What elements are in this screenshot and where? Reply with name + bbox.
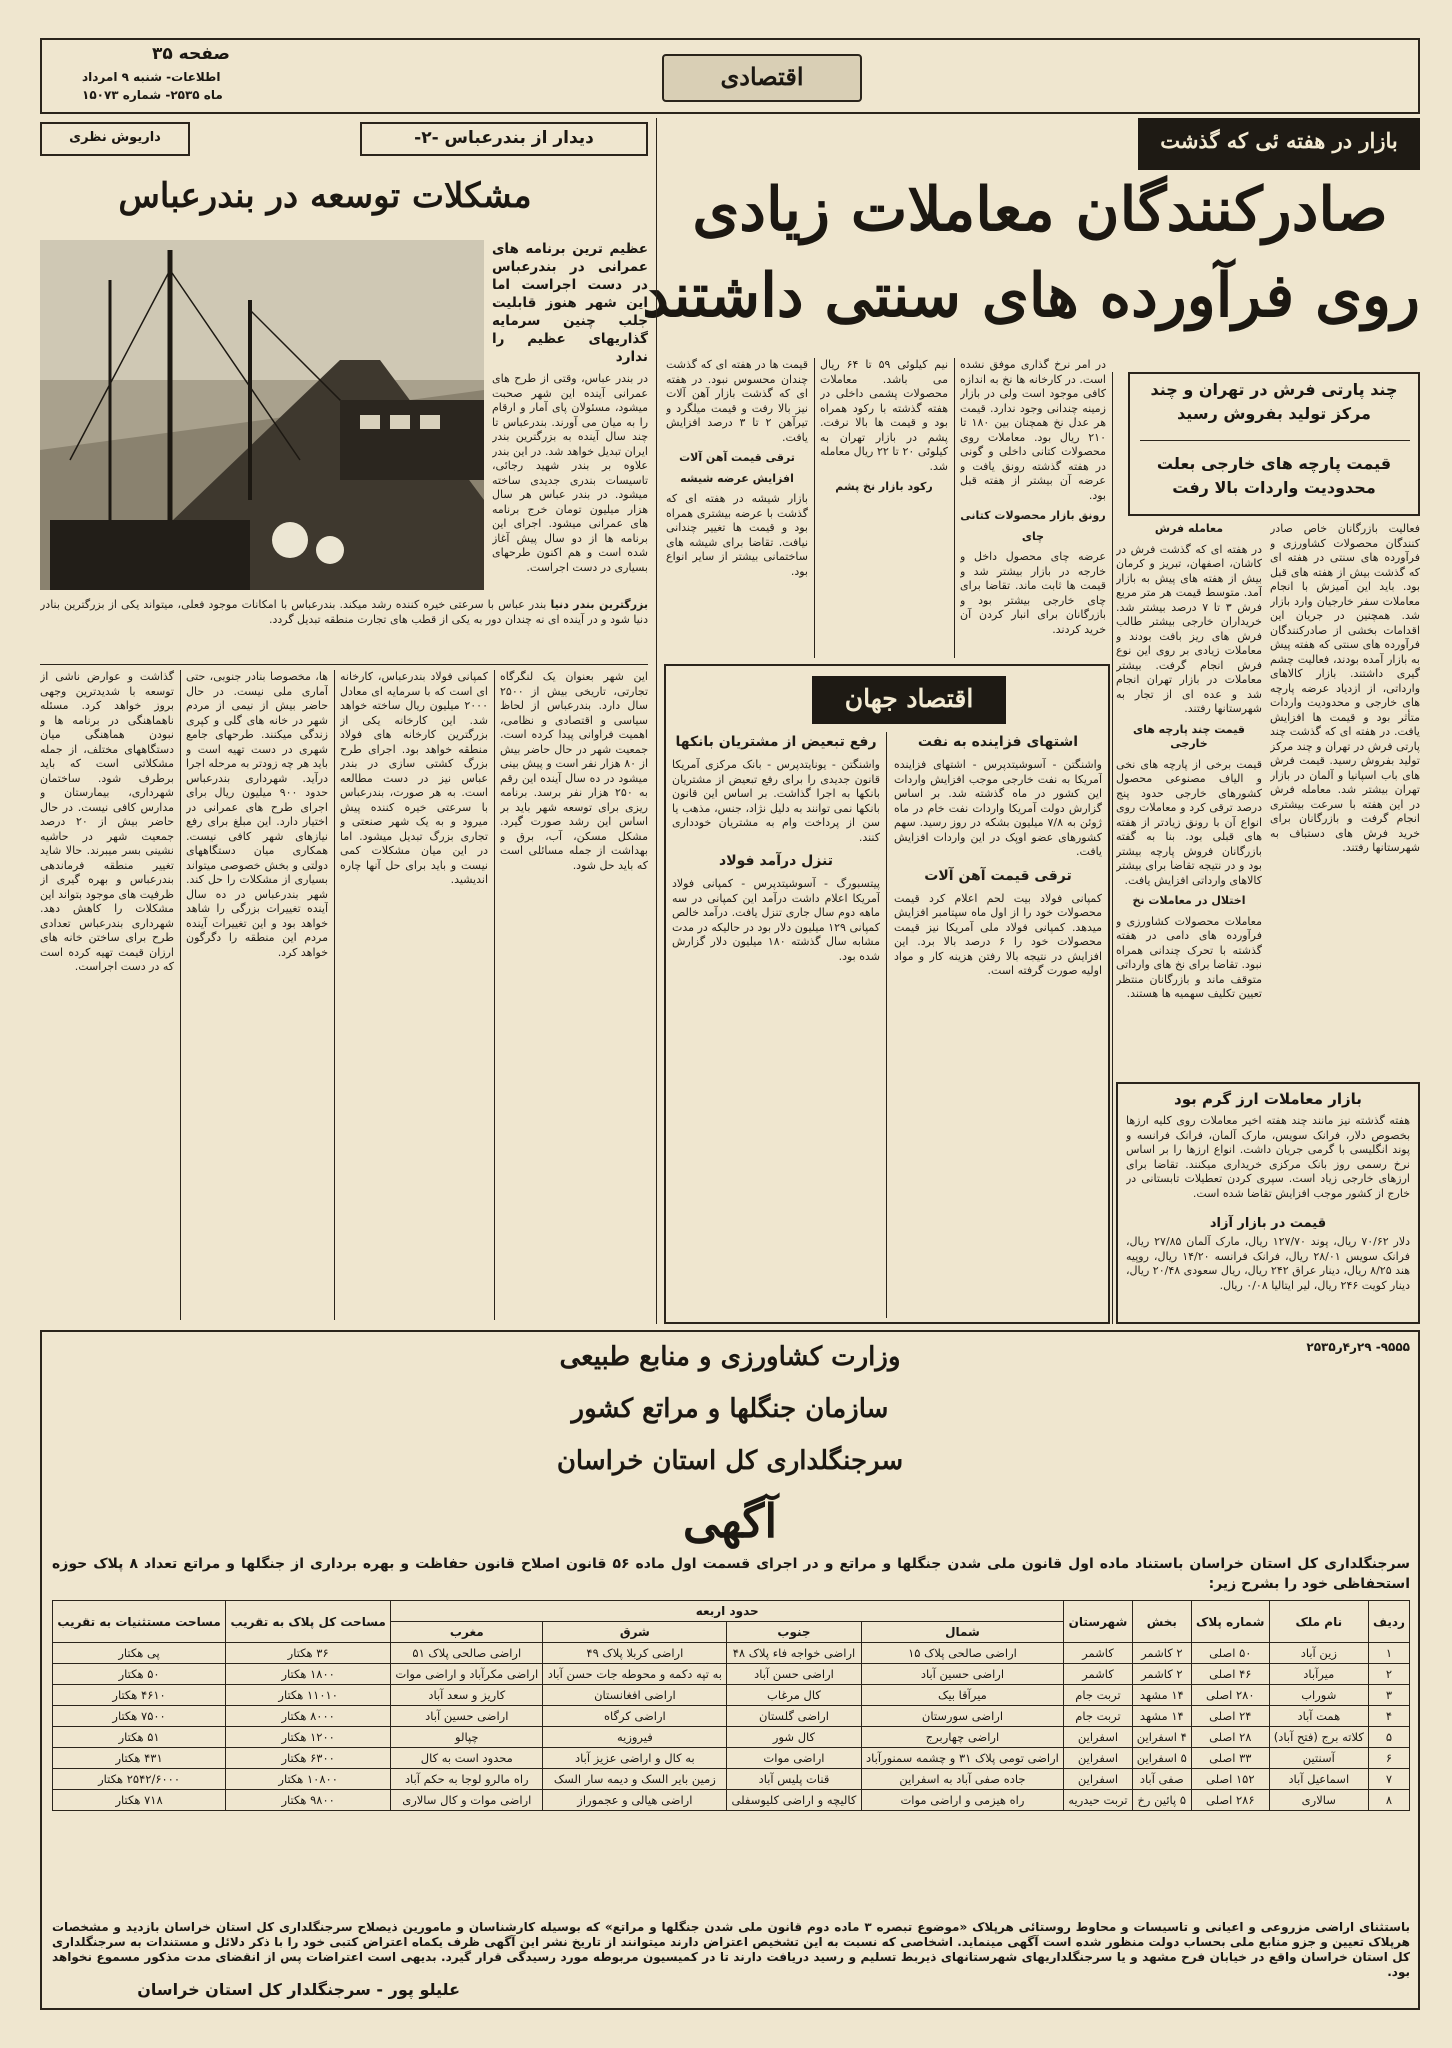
table-cell: فیروزیه <box>543 1727 727 1748</box>
bandar-headline: مشکلات توسعه در بندرعباس <box>118 176 532 216</box>
table-cell: کاریز و سعد آباد <box>391 1685 543 1706</box>
table-cell: تربت حیدریه <box>1064 1790 1132 1811</box>
table-cell: تربت جام <box>1064 1706 1132 1727</box>
world-h3: ترقی قیمت آهن آلات <box>924 867 1072 884</box>
market-col4-head-2: ترقی قیمت آهن آلات <box>679 451 795 464</box>
table-cell: ۵ اسفراین <box>1132 1748 1191 1769</box>
table-cell: زین آباد <box>1269 1643 1368 1664</box>
table-cell: اراضی افغانستان <box>543 1685 727 1706</box>
th-south: جنوب <box>727 1622 861 1643</box>
table-cell: ۳۳ اصلی <box>1191 1748 1269 1769</box>
table-cell: کال مرغاب <box>727 1685 861 1706</box>
table-row <box>53 1685 1410 1706</box>
table-cell: پی هکتار <box>53 1643 226 1664</box>
currency-text: هفته گذشته نیز مانند چند هفته اخیر معاملات روی کلیه ارزها بخصوص دلار، فرانک سویس، مارک آلمان، فرانک فرانسه و پوند انگلیسی با گرمی جریان داشت. انواع ارزها را بر اساس نرخ رسمی روز بانک مرکزی خریداری میکنند. تقاضا برای ارزهای خارجی زیاد است. سپری کردن تعطیلات تابستانی در خارج از کشور موجب افزایش تقاضا شده است. <box>1126 1114 1410 1200</box>
table-cell: چپالو <box>391 1727 543 1748</box>
table-cell: اراضی سورستان <box>861 1706 1064 1727</box>
table-cell: ۳۶ هکتار <box>226 1643 391 1664</box>
market-column-1 <box>1270 522 1420 1082</box>
table-cell: ۲۵۴۲/۶۰۰۰ هکتار <box>53 1769 226 1790</box>
market-col2-text-2: معاملات محصولات کشاورزی و فرآورده های دامی در هفته گذشته با تحرک چندانی همراه نبود. تقاضا برای نخ های وارداتی متوقف ماند و بازرگانان منتظر تعیین تکلیف سهمیه ها هستند. <box>1116 914 1262 1000</box>
world-t4: پیتسبورگ - آسوشیتدپرس - کمپانی فولاد آمریکا اعلام داشت درآمد این کمپانی در سه ماهه دوم سال جاری تنزل یافت. درآمد خالص کمپانی ۱۲۹ میلیون دلار بود در حالیکه در مدت مشابه سال گذشته ۱۸۰ میلیون دلار گزارش شده بود. <box>672 877 880 963</box>
market-column-4 <box>820 358 948 658</box>
table-cell: ۲ کاشمر <box>1132 1643 1191 1664</box>
photo-caption <box>40 598 648 662</box>
table-cell: جاده صفی آباد به اسفراین <box>861 1769 1064 1790</box>
currency-subtitle: قیمت در بازار آزاد <box>1209 1216 1327 1231</box>
table-row <box>53 1769 1410 1790</box>
table-row <box>53 1748 1410 1769</box>
market-col3-text-2: عرضه چای محصول داخل و خارجه در بازار بیشتر شد و قیمت ها ثابت ماند. تقاضا برای چای خارجی بیشتر بود و بازرگانان برای انبار کردن آن خرید کردند. <box>960 550 1106 636</box>
world-t2: واشنگتن - یونایتدپرس - بانک مرکزی آمریکا قانون جدیدی را برای رفع تبعیض از مشتریان بانکها به اجرا گذاشت. بر اساس این قانون بانکها نمی توانند به دلیل نژاد، جنس، مذهب یا سن از پرداخت وام به مشتریان خودداری کنند. <box>672 758 880 844</box>
table-cell: سالاری <box>1269 1790 1368 1811</box>
table-cell: ۶ <box>1368 1748 1409 1769</box>
table-cell: زمین بایر السک و دیمه سار السک <box>543 1769 727 1790</box>
market-col4-head-3: افزایش عرضه شیشه <box>680 471 794 485</box>
market-headline-1: صادرکنندگان معاملات زیادی <box>692 175 1388 245</box>
table-cell: اراضی موات <box>727 1748 861 1769</box>
table-cell: ۱۴ مشهد <box>1132 1706 1191 1727</box>
th-west: مغرب <box>391 1622 543 1643</box>
market-col4-text-2: قیمت ها در هفته ای که گذشت چندان محسوس نبود. در هفته ای که گذشت بازار آهن آلات نیز بالا رفت و قیمت میلگرد و تیرآهن ۲ تا ۳ درصد افزایش یافت. <box>666 358 808 444</box>
notice-intro: سرجنگلداری کل استان خراسان باستناد ماده اول قانون ملی شدن جنگلها و مراتع و در اجرای قسمت اول ماده ۵۶ قانون اصلاح قانون حفاظت و بهره برداری از جنگلها و مراتع تعداد ۸ پلاک حوزه استحفاظی خود را بشرح زیر: <box>52 1556 1410 1592</box>
bandar-lead: عظیم ترین برنامه های عمرانی در بندرعباس در دست اجراست اما این شهر هنوز قابلیت جلب چنین سرمایه گذاریهای عظیم را ندارد <box>492 241 648 365</box>
table-row <box>53 1706 1410 1727</box>
market-col2-head-1: قیمت چند پارچه های خارجی <box>1132 722 1245 750</box>
bandar-text-e: ها، مخصوصا بنادر جنوبی، حتی آماری ملی نیست. در حال حاضر بیش از نیمی از مردم شهر در خانه های گلی و کپری زندگی میکنند. طرحهای جامع شهری در دست تهیه است و باید هر چه زودتر به مرحله اجرا درآید. شهرداری بندرعباس حدود ۹۰۰ میلیون ریال برای اجرای طرح های عمرانی در اختیار دارد. این مبلغ برای رفع نیازهای شهر کافی نیست. همکاری میان دستگاههای دولتی و بخش خصوصی میتواند بسیاری از مشکلات را حل کند. شهر بندرعباس در ده سال آینده تغییرات بزرگی را شاهد خواهد بود و این تغییرات آینده مردم این منطقه را دگرگون خواهد کرد. <box>186 670 328 959</box>
table-row <box>53 1727 1410 1748</box>
world-column-right <box>894 732 1102 1318</box>
table-cell: راه هیزمی و اراضی موات <box>861 1790 1064 1811</box>
market-col2-text-1: قیمت برخی از پارچه های نخی و الیاف مصنوعی محصول کشورهای خارجی حدود پنج درصد ترقی کرد و معاملات روی انواع آن با رونق زیادتر از هفته های قبلی بود. بنا به گفته بازرگانان فروش پارچه بیشتر بود و در نتیجه تقاضا برای بیشتر کالاهای وارداتی افزایش یافت. <box>1116 757 1262 887</box>
table-cell: اراضی گلستان <box>727 1706 861 1727</box>
table-cell: محدود است به کال <box>391 1748 543 1769</box>
table-cell: به تپه دکمه و محوطه جات حسن آباد <box>543 1664 727 1685</box>
table-cell: اراضی حسین آباد <box>391 1706 543 1727</box>
table-cell: ۱۸۰۰ هکتار <box>226 1664 391 1685</box>
notice-ref: ۹۵۵۵- ۲۹ر۴ر۲۵۳۵ <box>1306 1340 1410 1354</box>
table-cell: ۵ پائین رخ <box>1132 1790 1191 1811</box>
th-borders: حدود اربعه <box>391 1601 1064 1622</box>
table-cell: اراضی حسن آباد <box>727 1664 861 1685</box>
caption-head: بزرگترین بندر دنیا <box>550 598 648 611</box>
bandar-text-c: کمپانی فولاد بندرعباس، کارخانه ای است که با سرمایه ای معادل ۲۰۰۰ میلیون ریال ساخته خواهد شد. این کارخانه یکی از بزرگترین کارخانه های فولاد منطقه خواهد بود. اجرای طرح بزرگ کشتی سازی در بندر عباس نیز در دست مطالعه است. به هر صورت، بندرعباس با سرعتی خیره کننده پیش میرود و به یک شهر صنعتی و تجاری بزرگ تبدیل میشود. اما در این میان مشکلات کمی نیست و باید برای حل آنها چاره اندیشید. <box>340 670 488 886</box>
table-cell: راه مالرو لوجا به حکم آباد <box>391 1769 543 1790</box>
table-cell: ۷ <box>1368 1769 1409 1790</box>
market-col2-head-2: اختلال در معاملات نخ <box>1132 894 1246 907</box>
table-cell: شوراب <box>1269 1685 1368 1706</box>
notice-signature: علیلو پور - سرجنگلدار کل استان خراسان <box>137 1980 460 1999</box>
table-cell: اسماعیل آباد <box>1269 1769 1368 1790</box>
table-cell: ۸۰۰۰ هکتار <box>226 1706 391 1727</box>
th-row: ردیف <box>1368 1601 1409 1643</box>
world-t3: کمپانی فولاد بیت لحم اعلام کرد قیمت محصولات خود را از اول ماه سپتامبر افزایش میدهد. کمپانی فولاد ملی آمریکا نیز قیمت محصولات خود را ۶ درصد بالا برد. این افزایش در نتیجه بالا رفتن هزینه کار و مواد اولیه صورت گرفته است. <box>894 891 1102 977</box>
table-cell: ۱۵۲ اصلی <box>1191 1769 1269 1790</box>
table-cell: ۱۱۰۱۰ هکتار <box>226 1685 391 1706</box>
caption-text: بندر عباس با سرعتی خیره کننده رشد میکند. بندرعباس با امکانات موجود فعلی، میتواند یکی از بزرگترین بنادر دنیا شود و در آینده ای نه چندان دور به یکی از قطب های تجارت منطقه تبدیل گردد. <box>40 598 648 626</box>
table-cell: ۴۶۱۰ هکتار <box>53 1685 226 1706</box>
th-exempt: مساحت مستثنیات به تقریب <box>53 1601 226 1643</box>
market-col4-head-1: رکود بازار نخ پشم <box>835 480 933 493</box>
table-row <box>53 1643 1410 1664</box>
table-cell: اسفراین <box>1064 1769 1132 1790</box>
table-cell: اراضی مکرآباد و اراضی موات <box>391 1664 543 1685</box>
th-area: مساحت کل پلاک به تقریب <box>226 1601 391 1643</box>
table-cell: ۵۰ اصلی <box>1191 1643 1269 1664</box>
table-cell: ۴ اسفراین <box>1132 1727 1191 1748</box>
table-cell: اراضی خواجه فاء پلاک ۴۸ <box>727 1643 861 1664</box>
bandar-text-a: در بندر عباس، وقتی از طرح های عمرانی آینده این شهر صحبت میشود، مسئولان پای آمار و ارقام را به میان می آورند. بندرعباس تا چند سال آینده به بزرگترین بندر ایران تبدیل خواهد شد. در این بندر علاوه بر بندر شهید رجائی، تاسیسات بندری جدیدی ساخته میشود. در بندر عباس هر سال هزار میلیون تومان خرج برنامه های عمرانی میشود. اجرای این برنامه ها از دو سال پیش آغاز شده است و هم اکنون طرحهای بسیاری در دست اجراست. <box>492 372 648 574</box>
world-h2: رفع تبعیض از مشتریان بانکها <box>675 734 877 750</box>
issue-line-2: ماه ۲۵۳۵- شماره ۱۵۰۷۳ <box>82 88 223 102</box>
bandar-text-d: گذاشت و عوارض ناشی از توسعه با شدیدترین وجهی بروز خواهد کرد. مسئله ناهماهنگی در برنامه ها و نبودن هماهنگی میان دستگاههای مختلف، از جمله مشکلاتی است که باید برطرف شود. ساختمان شهرداری، بیمارستان و مدارس کافی نیست. در حال حاضر بیش از ۲۰ درصد جمعیت شهر در حاشیه نشینی بسر میبرند. حالا شاید تغییر منطقه فرماندهی بندرعباس و بهره گیری از ظرفیت های موجود بتواند این مشکلات را کاهش دهد. شهرداری بندرعباس تعدادی طرح برای ساختن خانه های ارزان قیمت تهیه کرده است که در دست اجراست. <box>40 670 174 973</box>
table-cell: ۵ <box>1368 1727 1409 1748</box>
table-cell: ۲۸ اصلی <box>1191 1727 1269 1748</box>
th-east: شرق <box>543 1622 727 1643</box>
series-title: دیدار از بندرعباس -۲- <box>414 128 594 148</box>
market-column-5 <box>666 358 808 658</box>
section-title: اقتصادی <box>720 62 804 91</box>
table-cell: ۱۰۸۰۰ هکتار <box>226 1769 391 1790</box>
table-cell: تربت جام <box>1064 1685 1132 1706</box>
world-t1: واشنگتن - آسوشیتدپرس - اشتهای فزاینده آمریکا به نفت خارجی موجب افزایش واردات این کشور در ماه گذشته شد. بر اساس گزارش دولت آمریکا واردات نفت خام در ماه ژوئن به ۷/۸ میلیون بشکه در روز رسید. سهم کشورهای عضو اوپک در این واردات افزایش یافت. <box>894 758 1102 858</box>
th-plaque: شماره پلاک <box>1191 1601 1269 1643</box>
th-county: شهرستان <box>1064 1601 1132 1643</box>
table-cell: کاشمر <box>1064 1643 1132 1664</box>
market-column-3 <box>960 358 1106 658</box>
table-cell: اراضی موات و کال سالاری <box>391 1790 543 1811</box>
world-h4: تنزل درآمد فولاد <box>719 853 833 869</box>
table-cell: ۲۸۰ اصلی <box>1191 1685 1269 1706</box>
notice-footer: باستثنای اراضی مزروعی و اعیانی و تاسیسات و محاوط روستائی هرپلاک «موضوع تبصره ۳ ماده دوم قانون ملی شدن جنگلها و مراتع» که بوسیله کارشناسان و مامورین ذیصلاح سرجنگلداری کل استان خراسان بازدید و مشخصات هرپلاک تعیین و جزو منابع ملی بحساب دولت منظور شده است آگهی مینماید. اشخاصی که نسبت به این تشخیص اعتراض دارند میتوانند از تاریخ نشر این آگهی ظرف یکماه اعتراض کتبی خود را با ذکر دلائل و مستندات به سرجنگلداری کل استان خراسان واقع در خیابان فرح مشهد و یا سرجنگلداریهای شهرستانهای ذیربط تسلیم و رسید دریافت دارند تا در کمیسیون مربوطه مورد رسیدگی قرار گیرد. بدیهی است اعتراضات پس از انقضای مدت مذکور مسموع نخواهد بود. <box>52 1920 1410 1979</box>
bandar-text-b: این شهر بعنوان یک لنگرگاه تجارتی، تاریخی بیش از ۲۵۰۰ سال دارد. بندرعباس از لحاظ سیاسی و اقتصادی و نظامی، اهمیت فراوانی پیدا کرده است. جمعیت شهر در حال حاضر بیش از ۸۰ هزار نفر است و پیش بینی میشود در ده سال آینده این رقم به ۲۵۰ هزار نفر برسد. برنامه ریزی برای توسعه شهر باید بر اساس این رشد صورت گیرد. مشکل مسکن، آب، برق و بهداشت از جمله مسائلی است که باید حل شود. <box>500 670 648 872</box>
table-cell: اسفراین <box>1064 1727 1132 1748</box>
table-cell: کلاته برج (فتح آباد) <box>1269 1727 1368 1748</box>
world-column-left <box>672 732 880 1318</box>
table-cell: کاشمر <box>1064 1664 1132 1685</box>
table-cell: اراضی کربلا پلاک ۴۹ <box>543 1643 727 1664</box>
table-cell: ۱۴ مشهد <box>1132 1685 1191 1706</box>
table-cell: ۵۰ هکتار <box>53 1664 226 1685</box>
table-cell: اراضی حسین آباد <box>861 1664 1064 1685</box>
table-cell: ۷۵۰۰ هکتار <box>53 1706 226 1727</box>
table-cell: ۲۸۶ اصلی <box>1191 1790 1269 1811</box>
table-cell: ۹۸۰۰ هکتار <box>226 1790 391 1811</box>
table-cell: اراضی صالحی پلاک ۱۵ <box>861 1643 1064 1664</box>
market-subhead-2: قیمت پارچه های خارجی بعلت محدودیت واردات بالا رفت <box>1156 454 1392 497</box>
table-cell: ۲ <box>1368 1664 1409 1685</box>
th-north: شمال <box>861 1622 1064 1643</box>
table-cell: ۲۴ اصلی <box>1191 1706 1269 1727</box>
table-cell: اراضی هیالی و عجموراز <box>543 1790 727 1811</box>
table-cell: ۴۳۱ هکتار <box>53 1748 226 1769</box>
table-cell: ۴ <box>1368 1706 1409 1727</box>
table-row <box>53 1790 1410 1811</box>
harbor-photo <box>40 240 484 590</box>
market-col4-text-1: نیم کیلوئی ۵۹ تا ۶۴ ریال می باشد. معاملات محصولات پشمی داخلی در هفته گذشته با رکود همراه بود و قیمت ها بالا نرفت. پشم در بازار تهران به کیلوئی ۲۰ تا ۲۲ ریال معامله شد. <box>820 358 948 473</box>
table-cell: میرآباد <box>1269 1664 1368 1685</box>
table-cell: همت آباد <box>1269 1706 1368 1727</box>
currency-rates: دلار ۷۰/۶۲ ریال، پوند ۱۲۷/۷۰ ریال، مارک آلمان ۲۷/۸۵ ریال، فرانک سویس ۲۸/۰۱ ریال، فرانک فرانسه ۱۴/۲۰ ریال، روپیه هند ۸/۲۵ ریال، دینار عراق ۲۴۲ ریال، ریال سعودی ۲۰/۴۸ ریال، دینار کویت ۲۴۶ ریال، لیر ایتالیا ۰/۰۸ ریال. <box>1126 1235 1410 1292</box>
notice-table-wrap <box>52 1600 1410 1811</box>
table-cell: به کال و اراضی عزیز آباد <box>543 1748 727 1769</box>
notice-table-body <box>53 1643 1410 1811</box>
table-cell: میرآقا بیک <box>861 1685 1064 1706</box>
table-cell: اراضی چهاربرج <box>861 1727 1064 1748</box>
market-column-1b <box>1116 522 1262 1082</box>
notice-title: آگهی <box>682 1494 778 1548</box>
th-district: بخش <box>1132 1601 1191 1643</box>
harbor-photo-image <box>40 240 484 590</box>
market-col3-head-2: چای <box>1021 529 1045 543</box>
th-name: نام ملک <box>1269 1601 1368 1643</box>
market-col1-text-2: در هفته ای که گذشت فرش در کاشان، اصفهان، تبریز و کرمان بیش از هفته های پیش به بازار آمد. متوسط قیمت هر متر مربع فرش ۳ تا ۷ درصد بیشتر شد. خریداران خارجی بیشتر طالب فرش های ریز بافت بودند و معاملات زیادی بر روی این نوع فرش انجام گرفت. بیشتر معاملات در بازار تهران انجام شد و عده ای از تجار به شهرستانها رفتند. <box>1116 542 1262 715</box>
notice-line-2: سازمان جنگلها و مراتع کشور <box>571 1394 889 1424</box>
table-cell: ۶۳۰۰ هکتار <box>226 1748 391 1769</box>
table-cell: ۱۲۰۰ هکتار <box>226 1727 391 1748</box>
market-col1-text: فعالیت بازرگانان خاص صادر کنندگان محصولات کشاورزی و فرآورده های سنتی در هفته ای که گذشت بیش از هفته های قبل بود. باید این آمیزش با انجام معاملات سفر خارجیان وارد بازار شد. همچنین در جریان این اقدامات بخشی از صادرکنندگان فرآورده های سنتی که هفته پیش به بازار آمده بودند، فعالیت چشم گیری داشتند. بازار کالاهای وارداتی، از ازدیاد عرضه پارچه های خارجی و محدودیت واردات متأثر بود و قیمت ها افزایش یافت. در هفته ای که گذشت چند پارتی فرش در تهران و چند مرکز تولید بفروش رسید. قیمت فرش های باب اسپانیا و آلمان در بازار تهران بیشتر شد. معامله فرش در این هفته با سرعت بیشتری انجام گرفت و بازرگانان برای خرید فرش های دستباف به شهرستانها رفتند. <box>1270 522 1420 854</box>
issue-line-1: اطلاعات- شنبه ۹ امرداد <box>82 70 221 84</box>
market-subhead-1: چند پارتی فرش در تهران و چند مرکز تولید بفروش رسید <box>1150 380 1398 423</box>
table-cell: ۷۱۸ هکتار <box>53 1790 226 1811</box>
table-cell: کال شور <box>727 1727 861 1748</box>
market-col1-head: معامله فرش <box>1154 522 1224 535</box>
table-cell: آسنتین <box>1269 1748 1368 1769</box>
notice-line-3: سرجنگلداری کل استان خراسان <box>556 1446 904 1476</box>
market-headline-2: روی فرآورده های سنتی داشتند <box>642 261 1420 331</box>
page-number: صفحه ۳۵ <box>152 44 230 64</box>
world-h1: اشتهای فزاینده به نفت <box>917 734 1079 750</box>
market-col3-text-1: در امر نرخ گذاری موفق نشده است. در کارخانه ها نخ به اندازه کافی موجود است ولی در بازار زمینه چندانی وجود ندارد. قیمت هر عدل نخ همچنان بین ۱۸۰ تا ۲۱۰ ریال بود. معاملات روی محصولات کتانی داخلی و گونی در هفته گذشته رونق یافت و عرضه آن بیشتر از هفته قبل بود. <box>960 358 1106 502</box>
world-title: اقتصاد جهان <box>844 684 974 713</box>
table-row <box>53 1664 1410 1685</box>
table-cell: قنات پلیس آباد <box>727 1769 861 1790</box>
table-cell: ۳ <box>1368 1685 1409 1706</box>
table-cell: ۱ <box>1368 1643 1409 1664</box>
table-cell: ۲ کاشمر <box>1132 1664 1191 1685</box>
masthead <box>40 38 1420 114</box>
market-col3-head-1: رونق بازار محصولات کتانی <box>960 509 1106 522</box>
table-cell: ۸ <box>1368 1790 1409 1811</box>
table-cell: ۴۶ اصلی <box>1191 1664 1269 1685</box>
table-cell: اراضی کرگاه <box>543 1706 727 1727</box>
byline: داریوش نظری <box>69 130 161 145</box>
table-cell: صفی آباد <box>1132 1769 1191 1790</box>
table-cell: ۵۱ هکتار <box>53 1727 226 1748</box>
notice-table <box>52 1600 1410 1811</box>
market-kicker: بازار در هفته ئی که گذشت <box>1160 128 1398 153</box>
market-col4-text-3: بازار شیشه در هفته ای که گذشت با عرضه بیشتری همراه بود و قیمت ها تغییر چندانی نیافت. تقاضا برای شیشه های ساختمانی بیشتر از سایر انواع بود. <box>666 492 808 578</box>
table-cell: کالیچه و اراضی کلیوسفلی <box>727 1790 861 1811</box>
table-cell: اراضی تومی پلاک ۳۱ و چشمه سمنورآباد <box>861 1748 1064 1769</box>
currency-box <box>1116 1082 1420 1324</box>
notice-line-1: وزارت کشاورزی و منابع طبیعی <box>559 1342 901 1372</box>
currency-title: بازار معاملات ارز گرم بود <box>1174 1090 1362 1108</box>
table-cell: اراضی صالحی پلاک ۵۱ <box>391 1643 543 1664</box>
table-cell: اسفراین <box>1064 1748 1132 1769</box>
